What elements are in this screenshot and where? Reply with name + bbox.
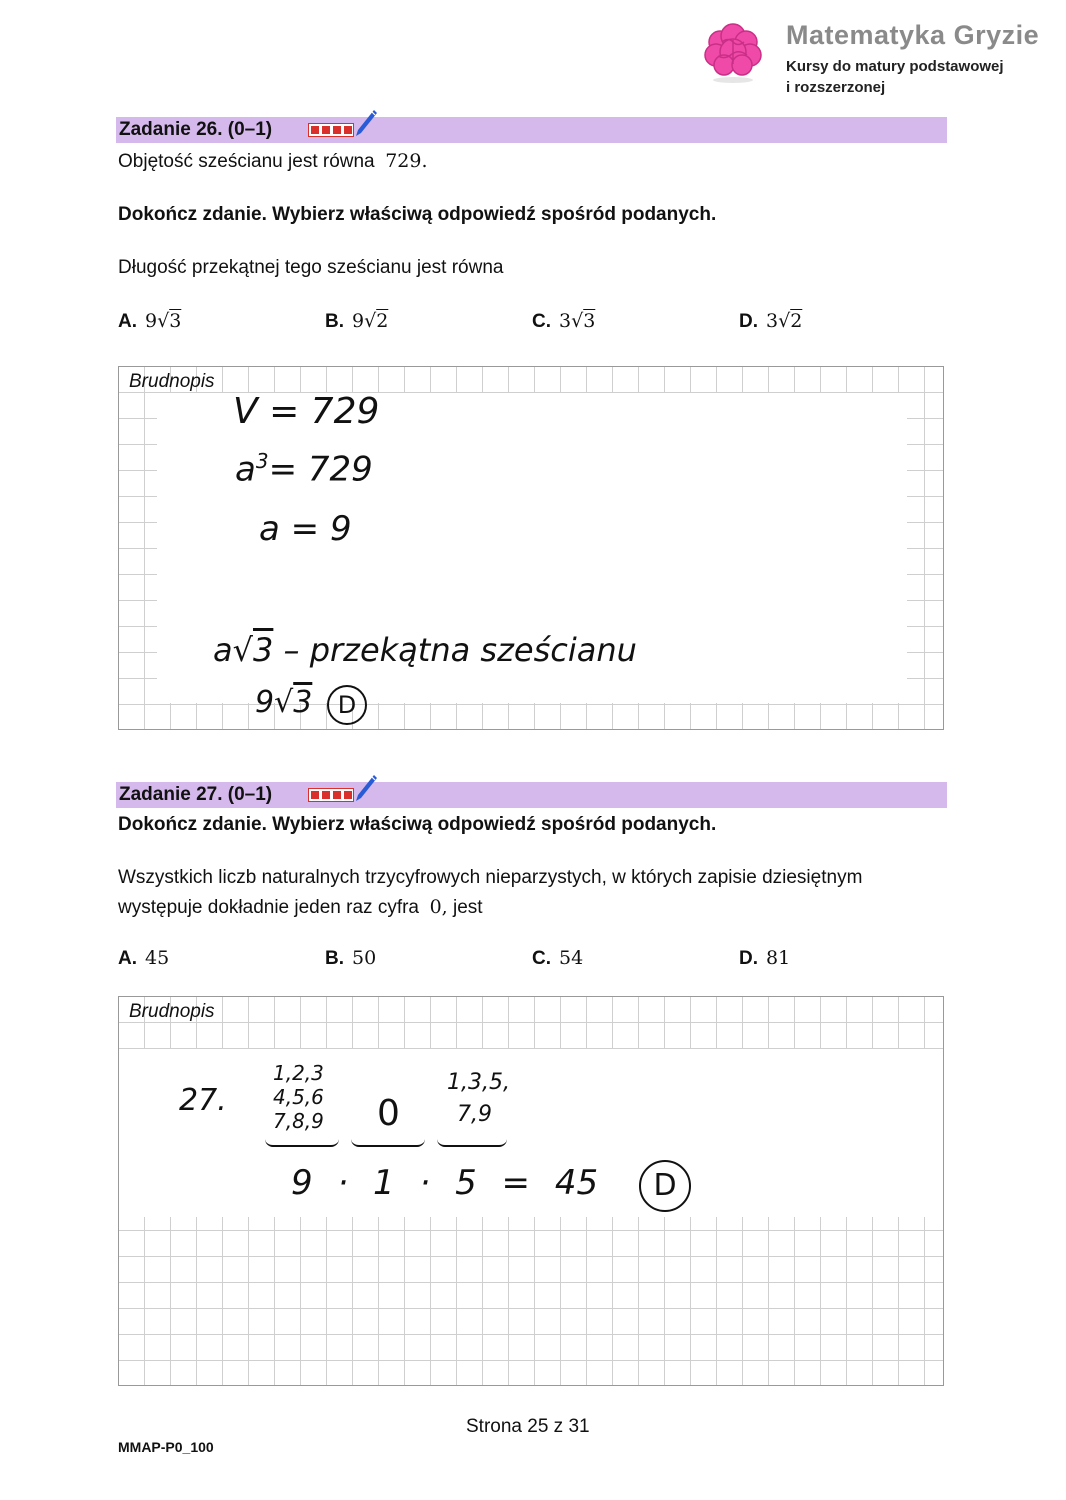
note-brace-first (265, 1137, 339, 1147)
note-calculation: 9 · 1 · 5 = 45 (291, 1163, 599, 1203)
note-digit-zero: 0 (377, 1093, 400, 1134)
note-brace-zero (351, 1137, 425, 1147)
note-volume: V = 729 (233, 391, 380, 432)
task-27-instruction: Dokończ zdanie. Wybierz właściwą odpowiedź spośród podanych. (118, 814, 717, 835)
note-brace-last (437, 1137, 507, 1147)
pen-icon (354, 109, 378, 137)
note-digit-set-first: 1,2,3 4,5,6 7,8,9 (273, 1061, 324, 1133)
note-circled-answer: D (327, 685, 367, 725)
document-code: MMAP-P0_100 (118, 1439, 214, 1455)
task-27-scratchpad (118, 996, 944, 1386)
task-27-option-b[interactable]: B. 50 (325, 947, 377, 969)
note-circled-answer: D (639, 1160, 691, 1212)
task-27-header (116, 782, 947, 808)
note-edge: a = 9 (259, 509, 352, 549)
task-26-option-a[interactable]: A. 9√3 (118, 310, 182, 332)
task-26-title: Zadanie 26. (0–1) (119, 119, 273, 140)
difficulty-icon (308, 123, 354, 137)
scratch-label: Brudnopis (129, 371, 215, 392)
note-result: 9√3 (255, 685, 313, 720)
note-task-number: 27. (179, 1083, 227, 1118)
task-26-scratchpad (118, 366, 944, 730)
task-27-question-line2: występuje dokładnie jeden raz cyfra 0, jest (118, 896, 483, 918)
task-27-option-c[interactable]: C. 54 (532, 947, 584, 969)
task-26-intro: Objętość sześcianu jest równa 729. (118, 150, 428, 172)
task-26-option-b[interactable]: B. 9√2 (325, 310, 389, 332)
task-26-option-c[interactable]: C. 3√3 (532, 310, 596, 332)
task-27-title: Zadanie 27. (0–1) (119, 784, 273, 805)
brand-block (700, 18, 1060, 96)
difficulty-icon (308, 788, 354, 802)
pen-icon (354, 774, 378, 802)
scratch-label: Brudnopis (129, 1001, 215, 1022)
task-26-header (116, 117, 947, 143)
note-diagonal-formula: a√3 – przekątna sześcianu (213, 631, 637, 669)
page-number: Strona 25 z 31 (466, 1416, 590, 1437)
brand-subtitle: Kursy do matury podstawowej i rozszerzonej (786, 58, 1004, 96)
brain-icon (700, 20, 766, 86)
note-digit-set-last: 1,3,5, 7,9 (447, 1070, 510, 1127)
task-27-option-d[interactable]: D. 81 (739, 947, 791, 969)
task-26-option-d[interactable]: D. 3√2 (739, 310, 803, 332)
task-26-question: Długość przekątnej tego sześcianu jest równa (118, 257, 504, 278)
note-cube-equation: $a^3= 729$ (235, 449, 373, 490)
task-27-option-a[interactable]: A. 45 (118, 947, 170, 969)
brand-title: Matematyka Gryzie (786, 20, 1040, 50)
task-27-question-line1: Wszystkich liczb naturalnych trzycyfrowych nieparzystych, w których zapisie dziesiętnym (118, 867, 863, 888)
task-26-instruction: Dokończ zdanie. Wybierz właściwą odpowiedź spośród podanych. (118, 204, 717, 225)
